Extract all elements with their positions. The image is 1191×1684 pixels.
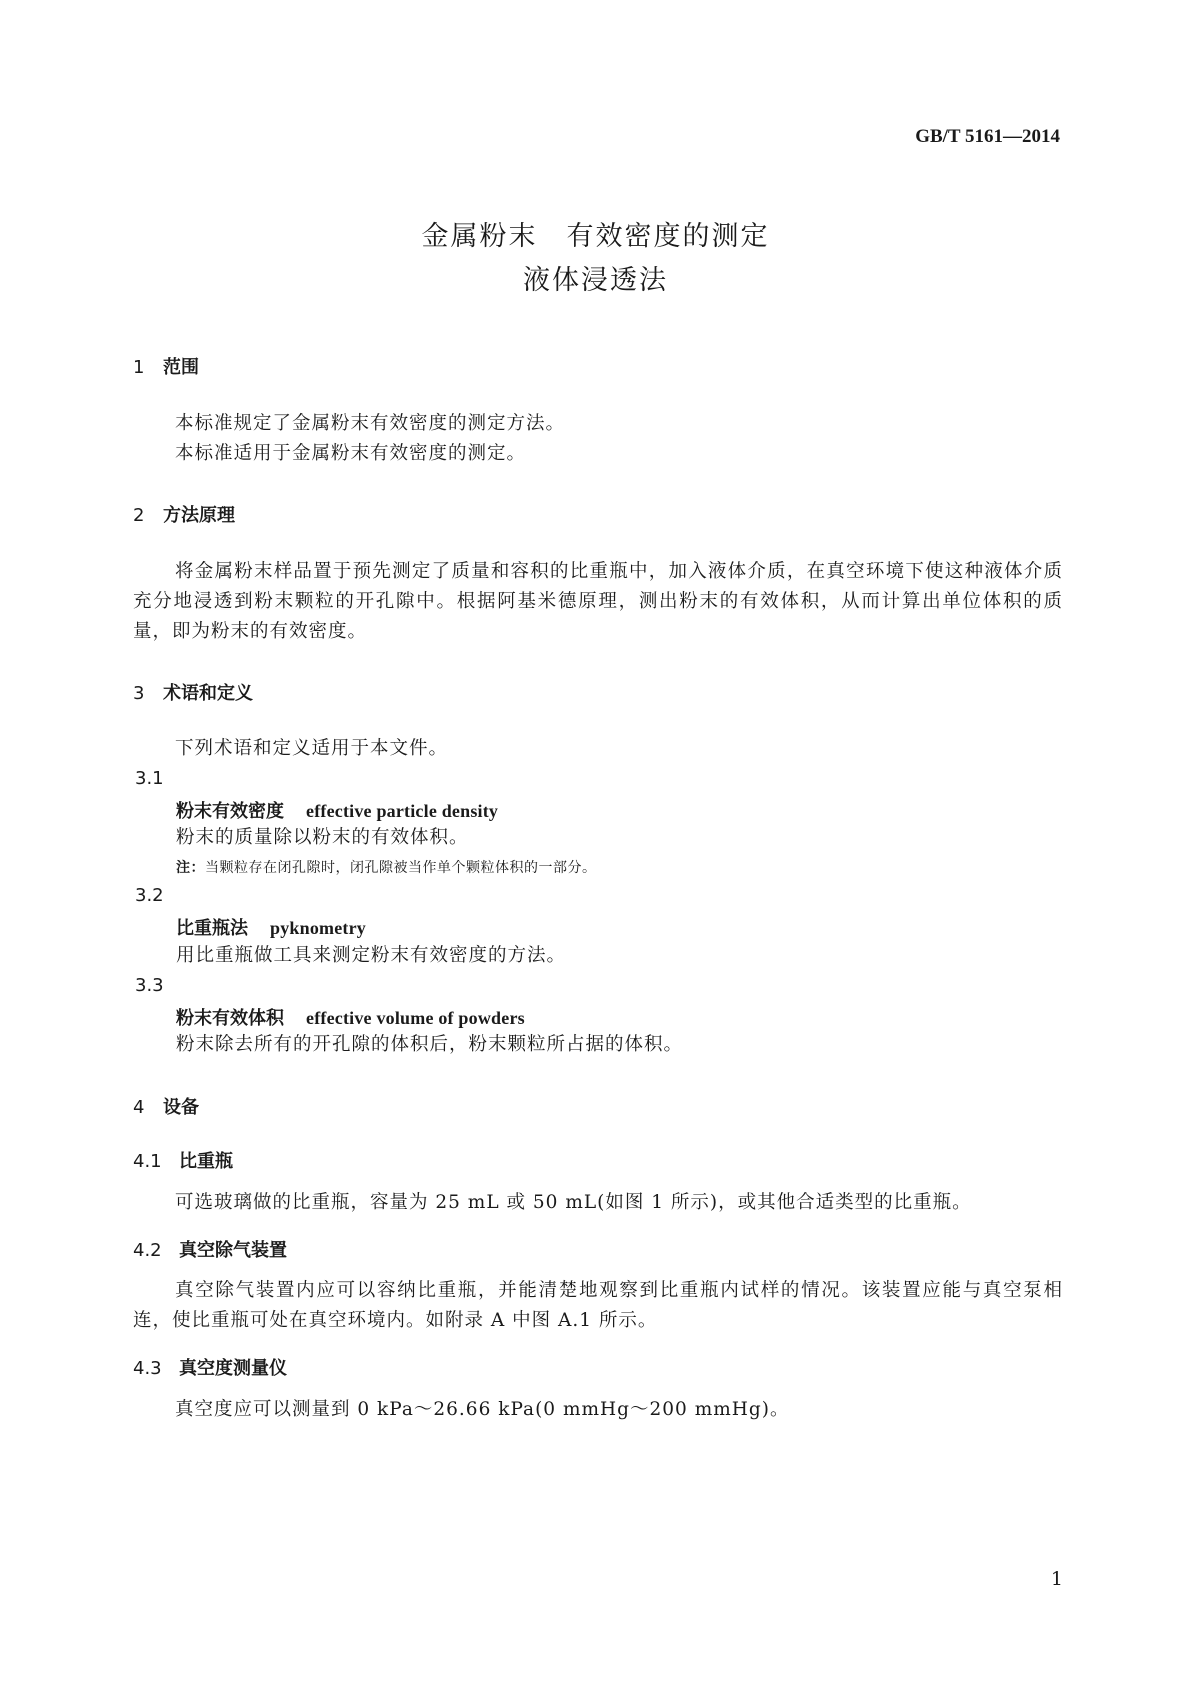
term-number: 3.1	[135, 768, 164, 789]
term-heading	[176, 797, 498, 823]
page-number: 1	[1050, 1568, 1063, 1590]
section-1-heading	[133, 353, 199, 379]
section-1-paragraph-1: 本标准规定了金属粉末有效密度的测定方法。	[175, 413, 566, 434]
section-title: 方法原理	[163, 505, 235, 526]
note-text: 当颗粒存在闭孔隙时，闭孔隙被当作单个颗粒体积的一部分。	[205, 860, 597, 876]
subsection-4-2-text: 真空除气装置内应可以容纳比重瓶，并能清楚地观察到比重瓶内试样的情况。该装置应能与真空泵相连，使比重瓶可处在真空环境内。如附录 A 中图 A.1 所示。	[133, 1280, 1063, 1331]
section-2-heading	[133, 501, 235, 527]
subsection-number: 4.2	[133, 1240, 162, 1261]
subsection-title: 真空度测量仪	[179, 1358, 287, 1379]
term-definition: 粉末除去所有的开孔隙的体积后，粉末颗粒所占据的体积。	[176, 1034, 684, 1055]
section-3-heading	[133, 679, 253, 705]
section-number: 4	[133, 1097, 145, 1118]
section-number: 1	[133, 357, 145, 378]
term-number: 3.2	[135, 885, 164, 906]
term-definition: 用比重瓶做工具来测定粉末有效密度的方法。	[176, 945, 567, 966]
document-title-line2: 液体浸透法	[523, 265, 668, 296]
note-label: 注：	[176, 860, 205, 876]
section-title: 设备	[163, 1097, 199, 1118]
section-1-paragraph-2: 本标准适用于金属粉末有效密度的测定。	[175, 443, 527, 464]
section-3-intro: 下列术语和定义适用于本文件。	[175, 738, 449, 759]
term-en: effective volume of powders	[306, 1008, 525, 1028]
term-definition: 粉末的质量除以粉末的有效体积。	[176, 827, 469, 848]
term-zh: 粉末有效密度	[176, 801, 284, 822]
term-number: 3.3	[135, 975, 164, 996]
subsection-title: 真空除气装置	[179, 1240, 287, 1261]
subsection-number: 4.3	[133, 1358, 162, 1379]
subsection-4-1-text: 可选玻璃做的比重瓶，容量为 25 mL 或 50 mL(如图 1 所示)，或其他合适类型的比重瓶。	[175, 1192, 972, 1213]
subsection-4-2-heading	[133, 1236, 287, 1262]
term-heading	[176, 1004, 525, 1030]
term-zh: 粉末有效体积	[176, 1008, 284, 1029]
subsection-number: 4.1	[133, 1151, 162, 1172]
section-number: 2	[133, 505, 145, 526]
term-en: effective particle density	[306, 801, 499, 821]
subsection-4-3-text: 真空度应可以测量到 0 kPa～26.66 kPa(0 mmHg～200 mmHg)。	[175, 1399, 790, 1420]
term-heading	[176, 914, 366, 940]
term-en: pyknometry	[270, 918, 366, 938]
subsection-4-1-heading	[133, 1147, 233, 1173]
term-note	[176, 857, 597, 877]
document-title-line1: 金属粉末 有效密度的测定	[421, 221, 770, 252]
subsection-4-3-heading	[133, 1354, 287, 1380]
section-number: 3	[133, 683, 145, 704]
section-title: 术语和定义	[163, 683, 253, 704]
standard-number: GB/T 5161—2014	[915, 126, 1060, 147]
term-zh: 比重瓶法	[176, 918, 248, 939]
section-4-heading	[133, 1093, 199, 1119]
subsection-title: 比重瓶	[179, 1151, 233, 1172]
section-title: 范围	[163, 357, 199, 378]
section-2-paragraph: 将金属粉末样品置于预先测定了质量和容积的比重瓶中，加入液体介质，在真空环境下使这种液体介质充分地浸透到粉末颗粒的开孔隙中。根据阿基米德原理，测出粉末的有效体积，从而计算出单位体积的质量，即为粉末的有效密度。	[133, 561, 1063, 642]
